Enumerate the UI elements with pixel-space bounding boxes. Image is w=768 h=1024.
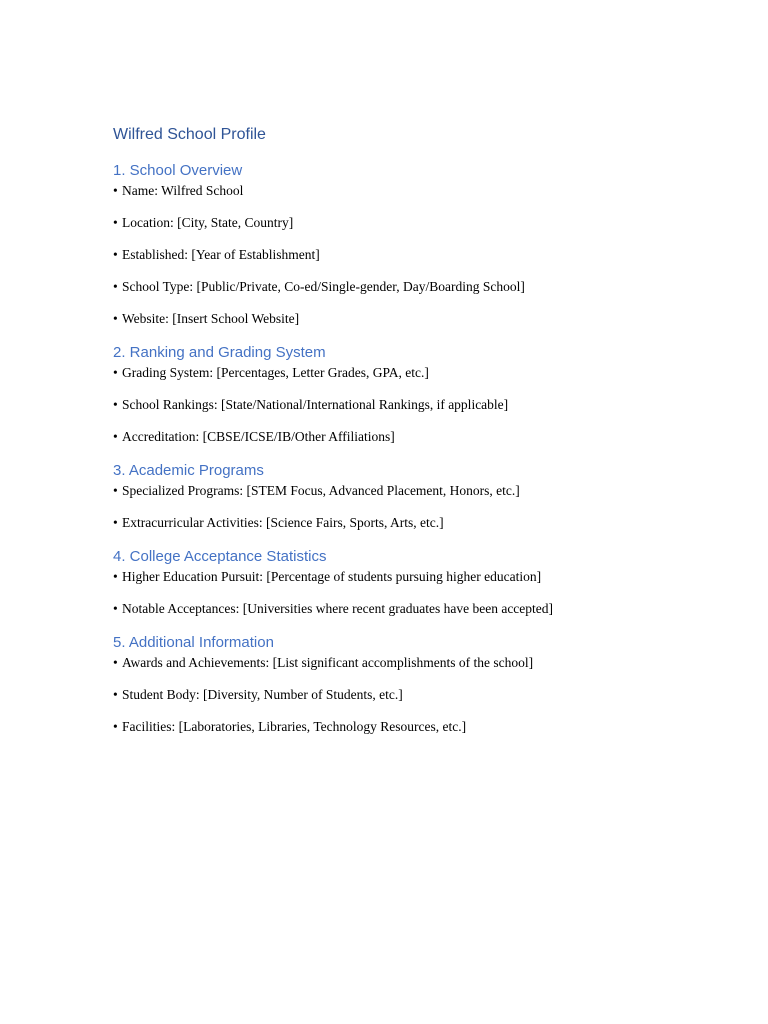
bullet-icon: • xyxy=(113,687,118,702)
bullet-list xyxy=(113,483,713,531)
section-heading: 1. School Overview xyxy=(113,162,243,179)
section-heading: 2. Ranking and Grading System xyxy=(113,344,326,361)
bullet-list xyxy=(113,655,713,735)
list-item xyxy=(113,655,713,671)
bullet-icon: • xyxy=(113,515,118,530)
list-item xyxy=(113,279,713,295)
list-item xyxy=(113,429,713,445)
bullet-icon: • xyxy=(113,247,118,262)
list-item-text: School Rankings: [State/National/International Rankings, if applicable] xyxy=(122,397,509,412)
bullet-icon: • xyxy=(113,569,118,584)
bullet-list xyxy=(113,569,713,617)
bullet-icon: • xyxy=(113,183,118,198)
section-1 xyxy=(113,161,713,327)
list-item-text: School Type: [Public/Private, Co-ed/Single-gender, Day/Boarding School] xyxy=(122,279,525,294)
bullet-icon: • xyxy=(113,719,118,734)
bullet-icon: • xyxy=(113,601,118,616)
section-4 xyxy=(113,547,713,617)
list-item-text: Specialized Programs: [STEM Focus, Advanced Placement, Honors, etc.] xyxy=(122,483,520,498)
list-item xyxy=(113,397,713,413)
list-item xyxy=(113,183,713,199)
bullet-icon: • xyxy=(113,655,118,670)
list-item xyxy=(113,569,713,585)
document-title: Wilfred School Profile xyxy=(113,126,266,143)
list-item xyxy=(113,215,713,231)
bullet-icon: • xyxy=(113,215,118,230)
bullet-icon: • xyxy=(113,279,118,294)
list-item-text: Higher Education Pursuit: [Percentage of students pursuing higher education] xyxy=(122,569,542,584)
list-item xyxy=(113,515,713,531)
section-5 xyxy=(113,633,713,735)
list-item xyxy=(113,311,713,327)
bullet-icon: • xyxy=(113,429,118,444)
list-item-text: Awards and Achievements: [List significant accomplishments of the school] xyxy=(122,655,534,670)
list-item-text: Grading System: [Percentages, Letter Grades, GPA, etc.] xyxy=(122,365,429,380)
bullet-list xyxy=(113,365,713,445)
list-item-text: Notable Acceptances: [Universities where recent graduates have been accepted] xyxy=(122,601,554,616)
section-heading: 5. Additional Information xyxy=(113,634,274,651)
list-item xyxy=(113,719,713,735)
list-item xyxy=(113,483,713,499)
list-item-text: Student Body: [Diversity, Number of Students, etc.] xyxy=(122,687,403,702)
sections-container xyxy=(113,161,713,735)
list-item-text: Facilities: [Laboratories, Libraries, Technology Resources, etc.] xyxy=(122,719,467,734)
section-3 xyxy=(113,461,713,531)
list-item-text: Accreditation: [CBSE/ICSE/IB/Other Affiliations] xyxy=(122,429,395,444)
list-item-text: Location: [City, State, Country] xyxy=(122,215,294,230)
list-item xyxy=(113,247,713,263)
document-body xyxy=(113,125,713,735)
section-heading: 3. Academic Programs xyxy=(113,462,264,479)
bullet-icon: • xyxy=(113,397,118,412)
list-item xyxy=(113,601,713,617)
list-item-text: Extracurricular Activities: [Science Fairs, Sports, Arts, etc.] xyxy=(122,515,444,530)
list-item-text: Name: Wilfred School xyxy=(122,183,244,198)
list-item-text: Established: [Year of Establishment] xyxy=(122,247,320,262)
bullet-icon: • xyxy=(113,365,118,380)
bullet-icon: • xyxy=(113,483,118,498)
bullet-list xyxy=(113,183,713,327)
bullet-icon: • xyxy=(113,311,118,326)
section-heading: 4. College Acceptance Statistics xyxy=(113,548,327,565)
list-item-text: Website: [Insert School Website] xyxy=(122,311,300,326)
list-item xyxy=(113,687,713,703)
section-2 xyxy=(113,343,713,445)
list-item xyxy=(113,365,713,381)
